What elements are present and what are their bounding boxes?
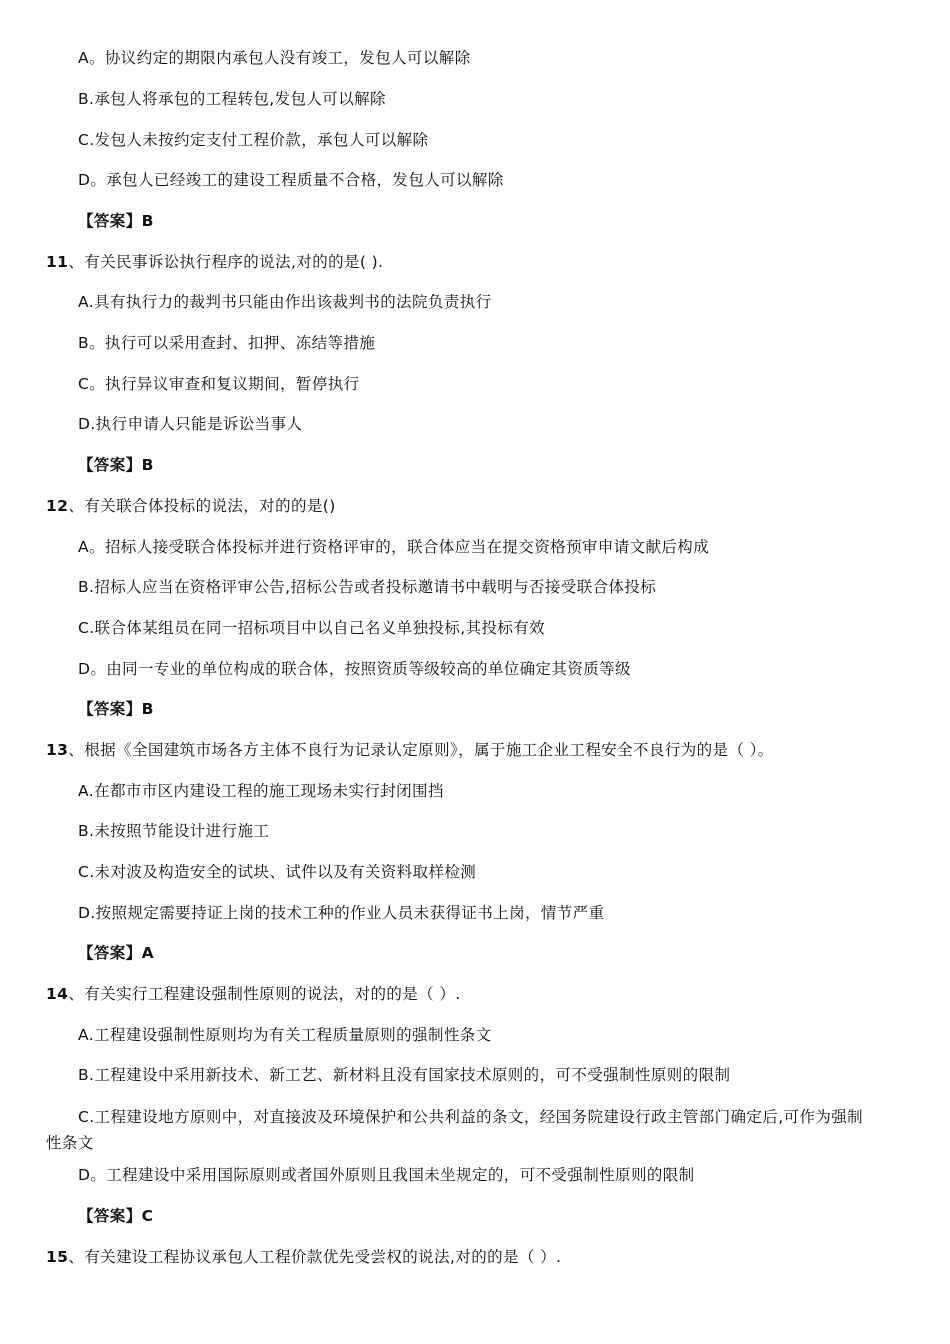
q11-answer: 【答案】B [78, 456, 154, 474]
q14-text: 、有关实行工程建设强制性原则的说法，对的的是（ ）. [68, 985, 461, 1003]
q10-option-d: D。承包人已经竣工的建设工程质量不合格，发包人可以解除 [78, 171, 504, 189]
q15-number: 15 [46, 1248, 69, 1266]
q11-text: 、有关民事诉讼执行程序的说法,对的的是( ). [68, 253, 384, 271]
q11-question [46, 252, 383, 272]
q12-option-c: C.联合体某组员在同一招标项目中以自己名义单独投标,其投标有效 [78, 619, 546, 637]
q12-question [46, 496, 336, 516]
q10-option-c: C.发包人未按约定支付工程价款，承包人可以解除 [78, 131, 429, 149]
q14-number: 14 [46, 985, 69, 1003]
q13-answer: 【答案】A [78, 944, 154, 962]
q13-question [46, 740, 774, 760]
q15-text: 、有关建设工程协议承包人工程价款优先受尝权的说法,对的的是（ ）. [68, 1248, 562, 1266]
q10-option-b: B.承包人将承包的工程转包,发包人可以解除 [78, 90, 386, 108]
q14-option-c: C.工程建设地方原则中，对直接波及环境保护和公共利益的条文，经国务院建设行政主管部门确定后,可作为强制性条文 [46, 1108, 864, 1152]
q11-option-b: B。执行可以采用查封、扣押、冻结等措施 [78, 334, 376, 352]
q12-number: 12 [46, 497, 69, 515]
q12-option-a: A。招标人接受联合体投标并进行资格评审的，联合体应当在提交资格预审申请文献后构成 [78, 538, 710, 556]
q10-answer: 【答案】B [78, 212, 154, 230]
q14-option-b: B.工程建设中采用新技术、新工艺、新材料且没有国家技术原则的，可不受强制性原则的限制 [78, 1066, 731, 1084]
q11-number: 11 [46, 253, 69, 271]
q12-text: 、有关联合体投标的说法，对的的是() [68, 497, 336, 515]
q12-option-d: D。由同一专业的单位构成的联合体，按照资质等级较高的单位确定其资质等级 [78, 660, 631, 678]
q15-question [46, 1247, 561, 1267]
q11-option-c: C。执行异议审查和复议期间，暂停执行 [78, 375, 360, 393]
q11-option-d: D.执行申请人只能是诉讼当事人 [78, 415, 303, 433]
q13-option-a: A.在都市市区内建设工程的施工现场未实行封闭围挡 [78, 782, 444, 800]
q14-option-d: D。工程建设中采用国际原则或者国外原则且我国未坐规定的，可不受强制性原则的限制 [78, 1166, 695, 1184]
q10-option-a: A。协议约定的期限内承包人没有竣工，发包人可以解除 [78, 49, 471, 67]
q12-option-b: B.招标人应当在资格评审公告,招标公告或者投标邀请书中载明与否接受联合体投标 [78, 578, 657, 596]
q13-option-c: C.未对波及构造安全的试块、试件以及有关资料取样检测 [78, 863, 477, 881]
q14-question [46, 984, 461, 1004]
q13-option-b: B.未按照节能设计进行施工 [78, 822, 270, 840]
q13-option-d: D.按照规定需要持证上岗的技术工种的作业人员未获得证书上岗，情节严重 [78, 904, 605, 922]
q13-number: 13 [46, 741, 69, 759]
q14-answer: 【答案】C [78, 1207, 154, 1225]
q11-option-a: A.具有执行力的裁判书只能由作出该裁判书的法院负责执行 [78, 293, 492, 311]
q13-text: 、根据《全国建筑市场各方主体不良行为记录认定原则》，属于施工企业工程安全不良行为的是（ ）。 [68, 741, 774, 759]
q12-answer: 【答案】B [78, 700, 154, 718]
q14-option-a: A.工程建设强制性原则均为有关工程质量原则的强制性条文 [78, 1026, 492, 1044]
